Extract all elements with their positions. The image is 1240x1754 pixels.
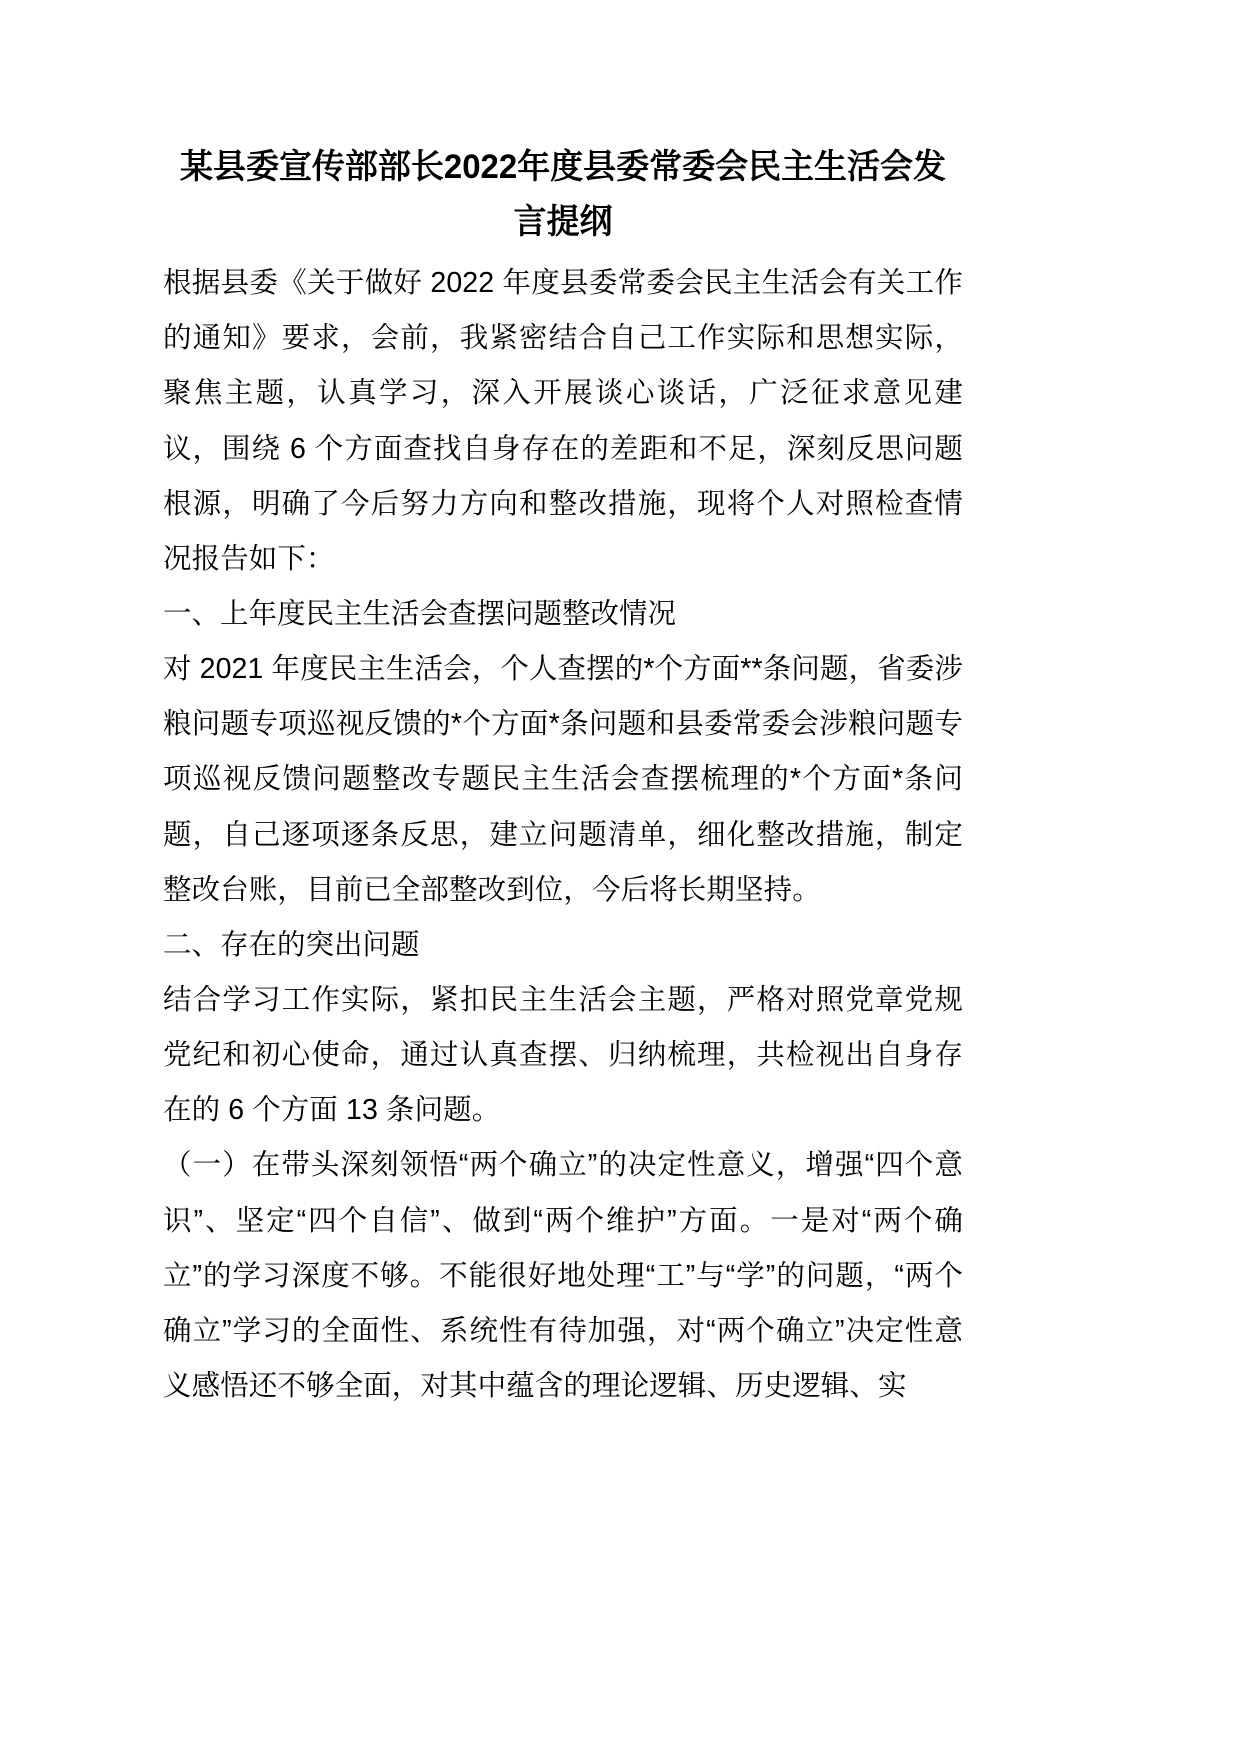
section-one-body: 对 2021 年度民主生活会，个人查摆的*个方面**条问题，省委涉粮问题专项巡视反馈的*个方面*条问题和县委常委会涉粮问题专项巡视反馈问题整改专题民主生活会查摆梳理的*个方面*条问题，自己逐项逐条反思，建立问题清单，细化整改措施，制定整改台账，目前已全部整改到位，今后将长期坚持。 (163, 653, 963, 906)
document-content (163, 140, 963, 1414)
section-heading-two: 二、存在的突出问题 (163, 928, 420, 961)
page-title: 某县委宣传部部长2022年度县委常委会民主生活会发言提纲 (180, 148, 946, 242)
intro-paragraph: 根据县委《关于做好 2022 年度县委常委会民主生活会有关工作的通知》要求，会前，我紧密结合自己工作实际和思想实际，聚焦主题，认真学习，深入开展谈心谈话，广泛征求意见建议，围绕 6 个方面查找自身存在的差距和不足，深刻反思问题根源，明确了今后努力方向和整改措施，现将个人对照检查情况报告如下： (163, 267, 963, 575)
section-two-body: 结合学习工作实际，紧扣民主生活会主题，严格对照党章党规党纪和初心使命，通过认真查摆、归纳梳理，共检视出自身存在的 6 个方面 13 条问题。 (163, 983, 963, 1127)
section-heading-one: 一、上年度民主生活会查摆问题整改情况 (163, 598, 677, 630)
subsection-one-body: （一）在带头深刻领悟“两个确立”的决定性意义，增强“四个意识”、坚定“四个自信”、做到“两个维护”方面。一是对“两个确立”的学习深度不够。不能很好地处理“工”与“学”的问题，“两个确立”学习的全面性、系统性有待加强，对“两个确立”决定性意义感悟还不够全面，对其中蕴含的理论逻辑、历史逻辑、实 (163, 1149, 963, 1402)
